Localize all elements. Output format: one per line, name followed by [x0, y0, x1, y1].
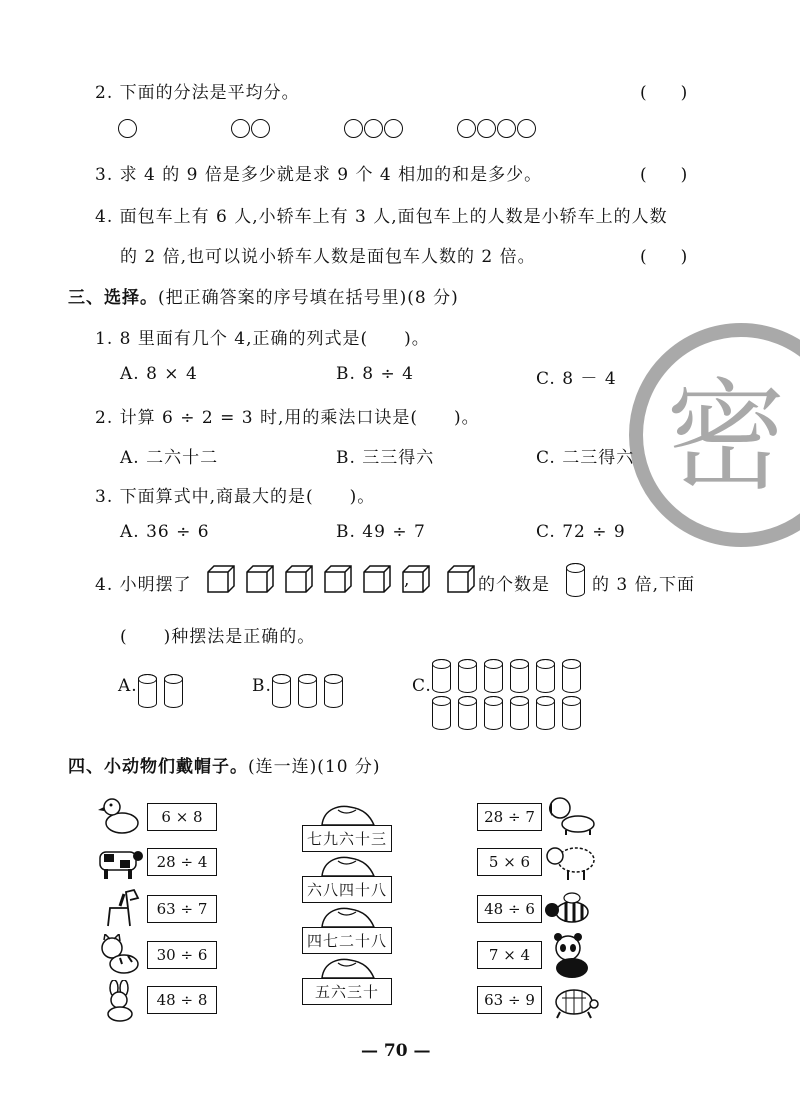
- q1-option-c[interactable]: C. 8 － 4: [536, 369, 617, 389]
- q4-comma: ,: [404, 570, 411, 590]
- cube-icon: [245, 564, 275, 594]
- judge-item-4-line2: 的 2 倍,也可以说小轿车人数是面包车人数的 2 倍。: [120, 247, 536, 267]
- answer-paren[interactable]: ( ): [640, 247, 688, 267]
- judge-item-3: 3. 求 4 的 9 倍是多少就是求 9 个 4 相加的和是多少。: [95, 165, 543, 185]
- cylinder-icon: [484, 696, 503, 730]
- cube-icon: [362, 564, 392, 594]
- cylinder-icon: [298, 674, 317, 708]
- cat-icon: [96, 934, 142, 976]
- cylinder-icon: [432, 659, 451, 693]
- cylinder-icon: [536, 696, 555, 730]
- q4-option-a[interactable]: A.: [118, 676, 138, 696]
- circle: [477, 119, 496, 138]
- left-expr-box[interactable]: 30 ÷ 6: [147, 941, 217, 969]
- hat-icon: [318, 957, 378, 979]
- circle: [251, 119, 270, 138]
- q4-line2: ( )种摆法是正确的。: [120, 627, 316, 647]
- right-expr-box[interactable]: 63 ÷ 9: [477, 986, 542, 1014]
- right-expr-box[interactable]: 7 × 4: [477, 941, 542, 969]
- cow-icon: [94, 842, 144, 882]
- q2-text: 2. 计算 6 ÷ 2 = 3 时,用的乘法口诀是( )。: [95, 408, 480, 428]
- horse-icon: [98, 886, 140, 930]
- cylinder-icon: [458, 659, 477, 693]
- circle: [364, 119, 383, 138]
- q2-option-b[interactable]: B. 三三得六: [336, 448, 435, 468]
- hat-label[interactable]: 六八四十八: [302, 876, 392, 903]
- q1-text: 1. 8 里面有几个 4,正确的列式是( )。: [95, 329, 430, 349]
- stamp-char: 密: [666, 368, 786, 507]
- left-expr-box[interactable]: 28 ÷ 4: [147, 848, 217, 876]
- right-expr-box[interactable]: 5 × 6: [477, 848, 542, 876]
- cylinder-icon: [164, 674, 183, 708]
- q4-suffix: 的 3 倍,下面: [592, 575, 696, 595]
- cylinder-icon: [510, 659, 529, 693]
- cube-icon: [323, 564, 353, 594]
- cylinder-icon: [138, 674, 157, 708]
- page-number: — 70 —: [361, 1041, 431, 1061]
- left-expr-box[interactable]: 63 ÷ 7: [147, 895, 217, 923]
- bee-icon: [542, 890, 596, 930]
- judge-item-4: 4. 面包车上有 6 人,小轿车上有 3 人,面包车上的人数是小轿车上的人数: [95, 207, 668, 227]
- left-expr-box[interactable]: 48 ÷ 8: [147, 986, 217, 1014]
- circle: [497, 119, 516, 138]
- right-expr-box[interactable]: 28 ÷ 7: [477, 803, 542, 831]
- q3-option-b[interactable]: B. 49 ÷ 7: [336, 522, 426, 542]
- q4-option-b[interactable]: B.: [252, 676, 272, 696]
- cylinder-icon: [566, 563, 585, 597]
- section4-subtitle: (连一连)(10 分): [248, 757, 381, 777]
- circle: [517, 119, 536, 138]
- cylinder-icon: [510, 696, 529, 730]
- turtle-icon: [548, 986, 600, 1022]
- rabbit-icon: [100, 980, 140, 1022]
- right-expr-box[interactable]: 48 ÷ 6: [477, 895, 542, 923]
- section3-subtitle: (把正确答案的序号填在括号里)(8 分): [158, 288, 459, 308]
- left-expr-box[interactable]: 6 × 8: [147, 803, 217, 831]
- dog-icon: [546, 794, 598, 836]
- cylinder-icon: [324, 674, 343, 708]
- sheep-icon: [544, 840, 598, 882]
- q4-prefix: 4. 小明摆了: [95, 575, 192, 595]
- hat-label[interactable]: 五六三十: [302, 978, 392, 1005]
- cube-icon: [206, 564, 236, 594]
- cube-icon: [284, 564, 314, 594]
- duck-icon: [98, 795, 142, 837]
- cylinder-icon: [484, 659, 503, 693]
- q3-option-a[interactable]: A. 36 ÷ 6: [120, 522, 210, 542]
- section4-title: 四、小动物们戴帽子。: [68, 757, 248, 777]
- panda-icon: [546, 932, 594, 978]
- q4-option-c[interactable]: C.: [412, 676, 432, 696]
- circle: [457, 119, 476, 138]
- hat-icon: [318, 906, 378, 928]
- q4-mid: 的个数是: [478, 575, 550, 595]
- section4-heading: [68, 752, 381, 777]
- section3-heading: [68, 283, 459, 308]
- cylinder-icon: [562, 659, 581, 693]
- circle: [344, 119, 363, 138]
- q2-option-a[interactable]: A. 二六十二: [120, 448, 219, 468]
- cube-icon: [446, 564, 476, 594]
- cylinder-icon: [458, 696, 477, 730]
- hat-icon: [318, 804, 378, 826]
- circle: [384, 119, 403, 138]
- section3-title: 三、选择。: [68, 288, 158, 308]
- cylinder-icon: [562, 696, 581, 730]
- judge-item-2: 2. 下面的分法是平均分。: [95, 83, 300, 103]
- secret-stamp: [626, 320, 800, 550]
- answer-paren[interactable]: ( ): [640, 165, 688, 185]
- answer-paren[interactable]: ( ): [640, 83, 688, 103]
- hat-label[interactable]: 四七二十八: [302, 927, 392, 954]
- cylinder-icon: [536, 659, 555, 693]
- cylinder-icon: [432, 696, 451, 730]
- q1-option-b[interactable]: B. 8 ÷ 4: [336, 364, 414, 384]
- cylinder-icon: [272, 674, 291, 708]
- q2-option-c[interactable]: C. 二三得六: [536, 448, 635, 468]
- hat-label[interactable]: 七九六十三: [302, 825, 392, 852]
- circle: [231, 119, 250, 138]
- q1-option-a[interactable]: A. 8 × 4: [120, 364, 198, 384]
- q3-text: 3. 下面算式中,商最大的是( )。: [95, 487, 376, 507]
- hat-icon: [318, 855, 378, 877]
- circle: [118, 119, 137, 138]
- q3-option-c[interactable]: C. 72 ÷ 9: [536, 522, 626, 542]
